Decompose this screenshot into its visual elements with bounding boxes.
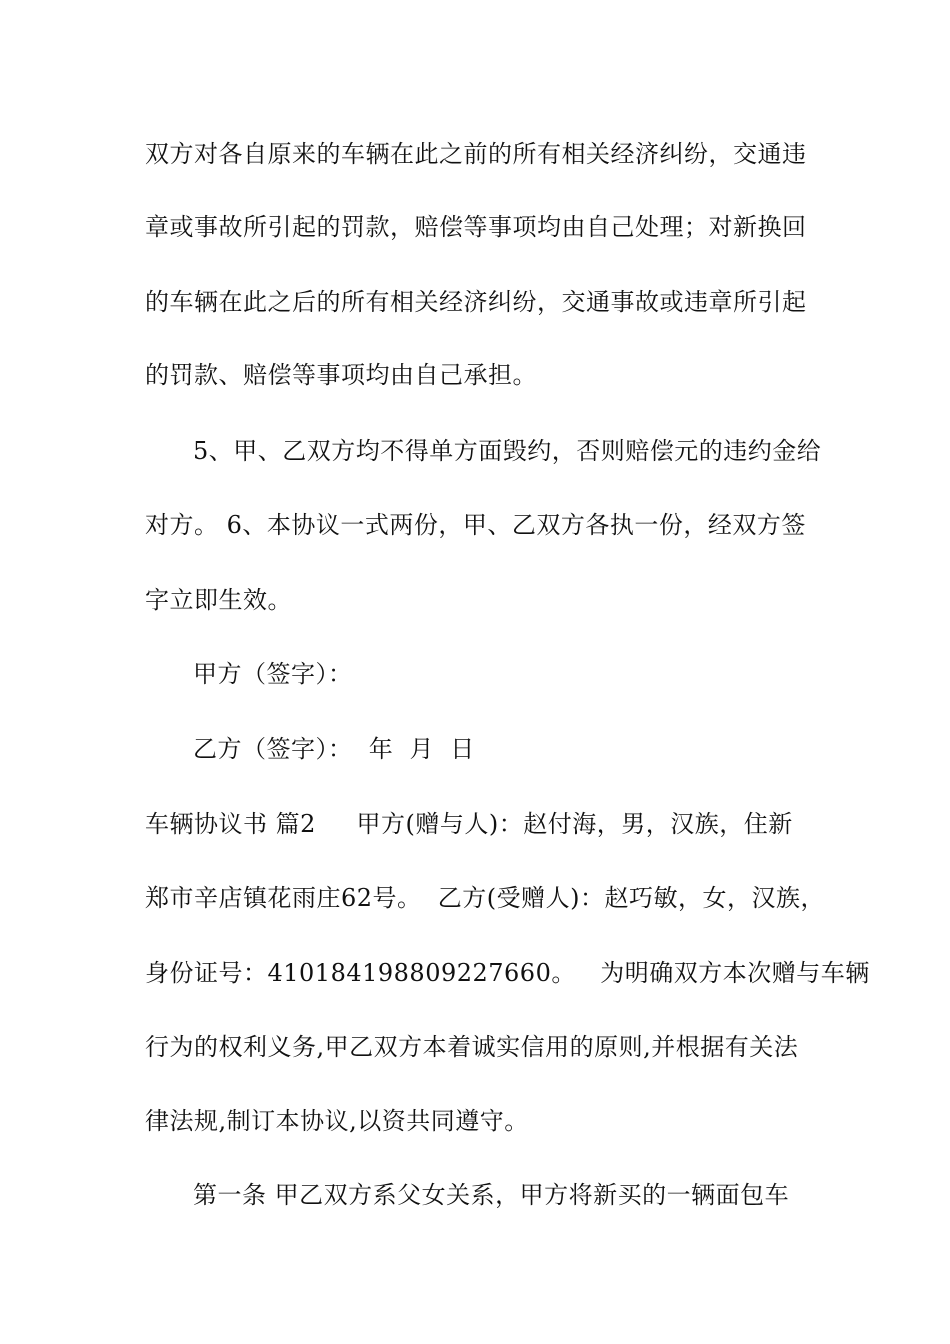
paragraph-line: 身份证号：410184198809227660。 为明确双方本次赠与车辆 [145, 959, 870, 987]
paragraph-line: 对方。 6、本协议一式两份，甲、乙双方各执一份，经双方签 [145, 511, 806, 539]
paragraph-line: 车辆协议书 篇2 甲方(赠与人)：赵付海，男，汉族，住新 [145, 810, 793, 838]
paragraph-line: 律法规,制订本协议,以资共同遵守。 [145, 1107, 529, 1135]
paragraph-line: 章或事故所引起的罚款，赔偿等事项均由自己处理；对新换回 [145, 213, 807, 241]
paragraph-line: 郑市辛店镇花雨庄62号。 乙方(受赠人)：赵巧敏，女，汉族， [145, 884, 826, 912]
signature-line-party-b: 乙方（签字）： 年 月 日 [193, 735, 475, 763]
paragraph-line: 第一条 甲乙双方系父女关系，甲方将新买的一辆面包车 [193, 1181, 790, 1209]
signature-line-party-a: 甲方（签字）： [193, 660, 353, 688]
paragraph-line: 的罚款、赔偿等事项均由自己承担。 [145, 361, 537, 389]
paragraph-line: 行为的权利义务,甲乙双方本着诚实信用的原则,并根据有关法 [145, 1033, 799, 1061]
paragraph-line: 的车辆在此之后的所有相关经济纠纷，交通事故或违章所引起 [145, 288, 807, 316]
paragraph-line: 5、甲、乙双方均不得单方面毁约，否则赔偿元的违约金给 [193, 437, 822, 465]
paragraph-line: 字立即生效。 [145, 586, 292, 614]
paragraph-line: 双方对各自原来的车辆在此之前的所有相关经济纠纷，交通违 [145, 140, 807, 168]
